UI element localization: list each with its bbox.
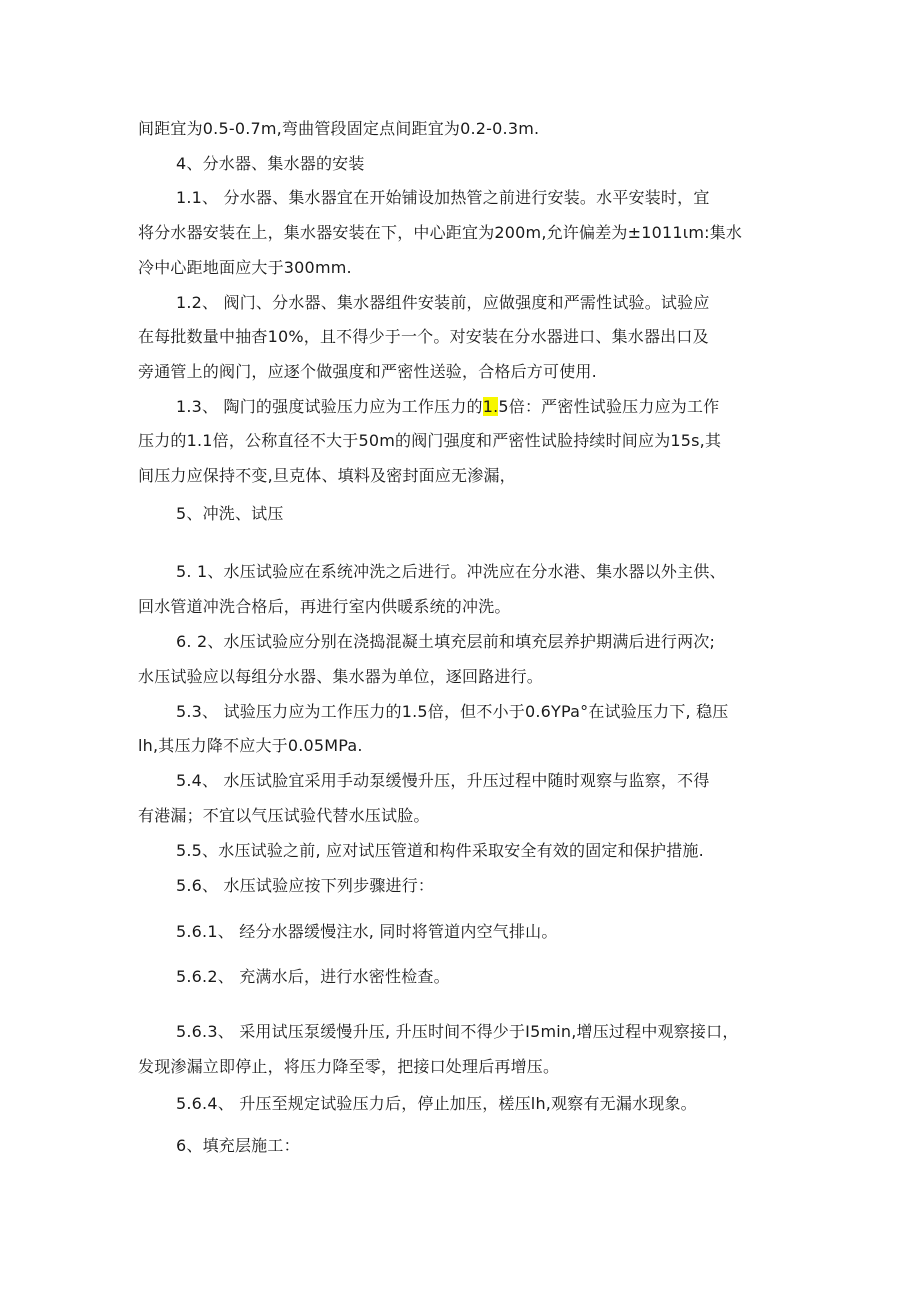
- paragraph-line: 5.6、 水压试验应按下列步骤进行：: [176, 876, 435, 895]
- paragraph-line: 间距宜为0.5-0.7m,弯曲管段固定点间距宜为0.2-0.3m.: [138, 119, 540, 138]
- section-heading: 4、分水器、集水器的安装: [176, 154, 365, 173]
- paragraph-line: 水压试验应以每组分水器、集水器为单位，逐回路进行。: [138, 667, 544, 686]
- paragraph-text: 5倍：严密性试验压力应为工作: [498, 397, 720, 416]
- paragraph-line: 5. 1、水压试验应在系统冲洗之后进行。冲洗应在分水港、集水器以外主供、: [176, 562, 726, 581]
- paragraph-line: 5.6.4、 升压至规定试验压力后，停止加压，槎压lh,观察有无漏水现象。: [176, 1094, 697, 1113]
- paragraph-line: 5.6.3、 采用试压泵缓慢升压, 升压时间不得少于I5min,增压过程中观察接口，: [176, 1022, 739, 1041]
- section-heading: 6、填充层施工：: [176, 1136, 300, 1155]
- paragraph-line: 1.1、 分水器、集水器宜在开始铺设加热管之前进行安装。水平安装时，宜: [176, 188, 710, 207]
- paragraph-line: [176, 396, 719, 418]
- paragraph-text: 1.3、 陶门的强度试验压力应为工作压力的: [176, 397, 483, 416]
- paragraph-line: 5.5、水压试验之前, 应对试压管道和构件采取安全有效的固定和保护措施.: [176, 841, 704, 860]
- highlighted-text: 1.: [482, 397, 499, 416]
- paragraph-line: 6. 2、水压试验应分别在浇捣混凝土填充层前和填充层养护期满后进行两次;: [176, 632, 716, 651]
- paragraph-line: 发现渗漏立即停止，将压力降至零，把接口处理后再增压。: [138, 1057, 560, 1076]
- paragraph-line: 回水管道冲洗合格后，再进行室内供暖系统的冲洗。: [138, 597, 511, 616]
- paragraph-line: 5.6.2、 充满水后，进行水密性检查。: [176, 967, 450, 986]
- paragraph-line: 间压力应保持不变,旦克体、填料及密封面应无渗漏，: [138, 466, 516, 485]
- paragraph-line: lh,其压力降不应大于0.05MPa.: [138, 736, 363, 755]
- section-heading: 5、冲洗、试压: [176, 504, 284, 523]
- paragraph-line: 1.2、 阀门、分水器、集水器组件安装前，应做强度和严需性试验。试验应: [176, 293, 710, 312]
- paragraph-line: 冷中心距地面应大于300mm.: [138, 258, 352, 277]
- paragraph-line: 在每批数量中抽杳10%，且不得少于一个。对安装在分水器进口、集水器出口及: [138, 327, 709, 346]
- paragraph-line: 5.4、 水压试脸宜采用手动泵缓慢升压，升压过程中随时观察与监察，不得: [176, 771, 710, 790]
- paragraph-line: 旁通管上的阀门，应逐个做强度和严密性送验，合格后方可使用.: [138, 362, 597, 381]
- paragraph-line: 有港漏；不宜以气压试验代替水压试脸。: [138, 806, 430, 825]
- paragraph-line: 压力的1.1倍，公称直径不大于50m的阀门强度和严密性试脸持续时间应为15s,其: [138, 431, 722, 450]
- paragraph-line: 5.6.1、 经分水器缓慢注水, 同时将管道内空气排山。: [176, 922, 558, 941]
- paragraph-line: 将分水器安装在上，集水器安装在下，中心距宜为200m,允许偏差为±1011ιm:集水: [138, 223, 743, 242]
- paragraph-line: 5.3、 试验压力应为工作压力的1.5倍，但不小于0.6YPa°在试验压力下, 稳压: [176, 702, 729, 721]
